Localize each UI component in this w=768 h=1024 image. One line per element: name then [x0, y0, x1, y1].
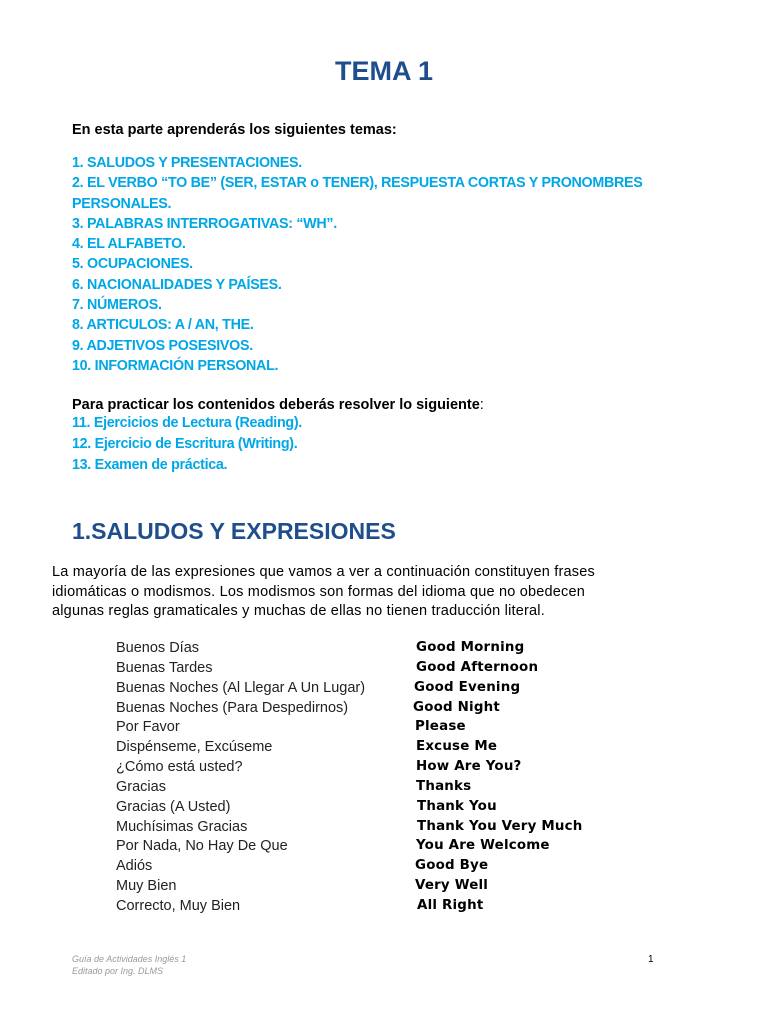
topic-item: 7. NÚMEROS. [72, 297, 162, 314]
topic-item: 4. EL ALFABETO. [72, 236, 186, 253]
topic-item: 10. INFORMACIÓN PERSONAL. [72, 357, 279, 374]
english-term: Thank You Very Much [417, 818, 583, 834]
practice-list [72, 413, 302, 476]
intro-text: En esta parte aprenderás los siguientes temas: [72, 122, 397, 138]
practice-intro-colon: : [479, 397, 484, 413]
topic-item: 6. NACIONALIDADES Y PAÍSES. [72, 276, 282, 293]
spanish-term: Buenas Noches (Para Despedirnos) [116, 699, 349, 716]
topic-item: PERSONALES. [72, 195, 172, 212]
topic-item: 1. SALUDOS Y PRESENTACIONES. [72, 155, 302, 171]
practice-item: 11. Ejercicios de Lectura (Reading). [72, 415, 302, 431]
vocabulary-row [116, 858, 636, 878]
vocabulary-table [116, 640, 636, 918]
intro-paragraph [52, 563, 692, 622]
practice-intro [72, 397, 484, 413]
vocabulary-row [116, 838, 636, 858]
spanish-term: Gracias (A Usted) [116, 798, 231, 815]
spanish-term: Buenas Tardes [116, 659, 213, 676]
vocabulary-row [116, 700, 636, 720]
footer-line: Editado por Ing. DLMS [72, 966, 164, 976]
spanish-term: Muchísimas Gracias [116, 818, 248, 835]
page-title: TEMA 1 [334, 56, 433, 86]
footer-line: Guía de Actividades Inglés 1 [72, 954, 187, 964]
english-term: Thanks [416, 778, 472, 794]
english-term: All Right [417, 897, 484, 913]
english-term: You Are Welcome [416, 838, 550, 854]
vocabulary-row [116, 898, 636, 918]
paragraph-line: algunas reglas gramaticales y muchas de ellas no tienen traducción literal. [52, 603, 545, 619]
spanish-term: Buenas Noches (Al Llegar A Un Lugar) [116, 679, 366, 696]
vocabulary-row [116, 759, 636, 779]
english-term: Good Evening [414, 679, 521, 695]
paragraph-line: La mayoría de las expresiones que vamos a ver a continuación constituyen frases [52, 564, 595, 580]
topic-item: 3. PALABRAS INTERROGATIVAS: “WH”. [72, 215, 337, 232]
spanish-term: Por Favor [116, 719, 180, 736]
topic-item: 8. ARTICULOS: A / AN, THE. [72, 317, 254, 334]
spanish-term: Muy Bien [116, 878, 177, 895]
practice-intro-text: Para practicar los contenidos deberás resolver lo siguiente [72, 397, 480, 413]
vocabulary-row [116, 660, 636, 680]
english-term: Please [415, 719, 466, 735]
vocabulary-row [116, 799, 636, 819]
english-term: Excuse Me [416, 739, 498, 755]
topic-list [72, 153, 672, 376]
topic-item: 9. ADJETIVOS POSESIVOS. [72, 337, 253, 354]
spanish-term: ¿Cómo está usted? [116, 759, 243, 776]
spanish-term: Por Nada, No Hay De Que [116, 838, 288, 855]
english-term: Good Afternoon [416, 659, 539, 675]
practice-item: 13. Examen de práctica. [72, 457, 228, 473]
vocabulary-row [116, 819, 636, 839]
english-term: How Are You? [416, 759, 522, 775]
vocabulary-row [116, 680, 636, 700]
english-term: Good Bye [415, 858, 489, 874]
english-term: Good Morning [416, 640, 525, 655]
paragraph-line: idiomáticas o modismos. Los modismos son formas del idioma que no obedecen [52, 583, 586, 600]
english-term: Good Night [413, 699, 500, 715]
vocabulary-row [116, 779, 636, 799]
english-term: Very Well [415, 878, 489, 894]
practice-item: 12. Ejercicio de Escritura (Writing). [72, 436, 298, 452]
spanish-term: Correcto, Muy Bien [116, 897, 241, 914]
topic-item: 5. OCUPACIONES. [72, 256, 193, 273]
spanish-term: Gracias [116, 778, 166, 795]
spanish-term: Dispénseme, Excúseme [116, 739, 273, 756]
topic-item: 2. EL VERBO “TO BE” (SER, ESTAR o TENER), RESPUESTA CORTAS Y PRONOMBRES [72, 175, 643, 192]
spanish-term: Buenos Días [116, 640, 200, 656]
english-term: Thank You [417, 798, 497, 814]
section-title: 1.SALUDOS Y EXPRESIONES [72, 518, 396, 544]
vocabulary-row [116, 640, 636, 660]
page-number: 1 [648, 954, 654, 965]
spanish-term: Adiós [116, 858, 153, 875]
vocabulary-row [116, 739, 636, 759]
vocabulary-row [116, 878, 636, 898]
page-footer [72, 953, 186, 977]
vocabulary-row [116, 719, 636, 739]
